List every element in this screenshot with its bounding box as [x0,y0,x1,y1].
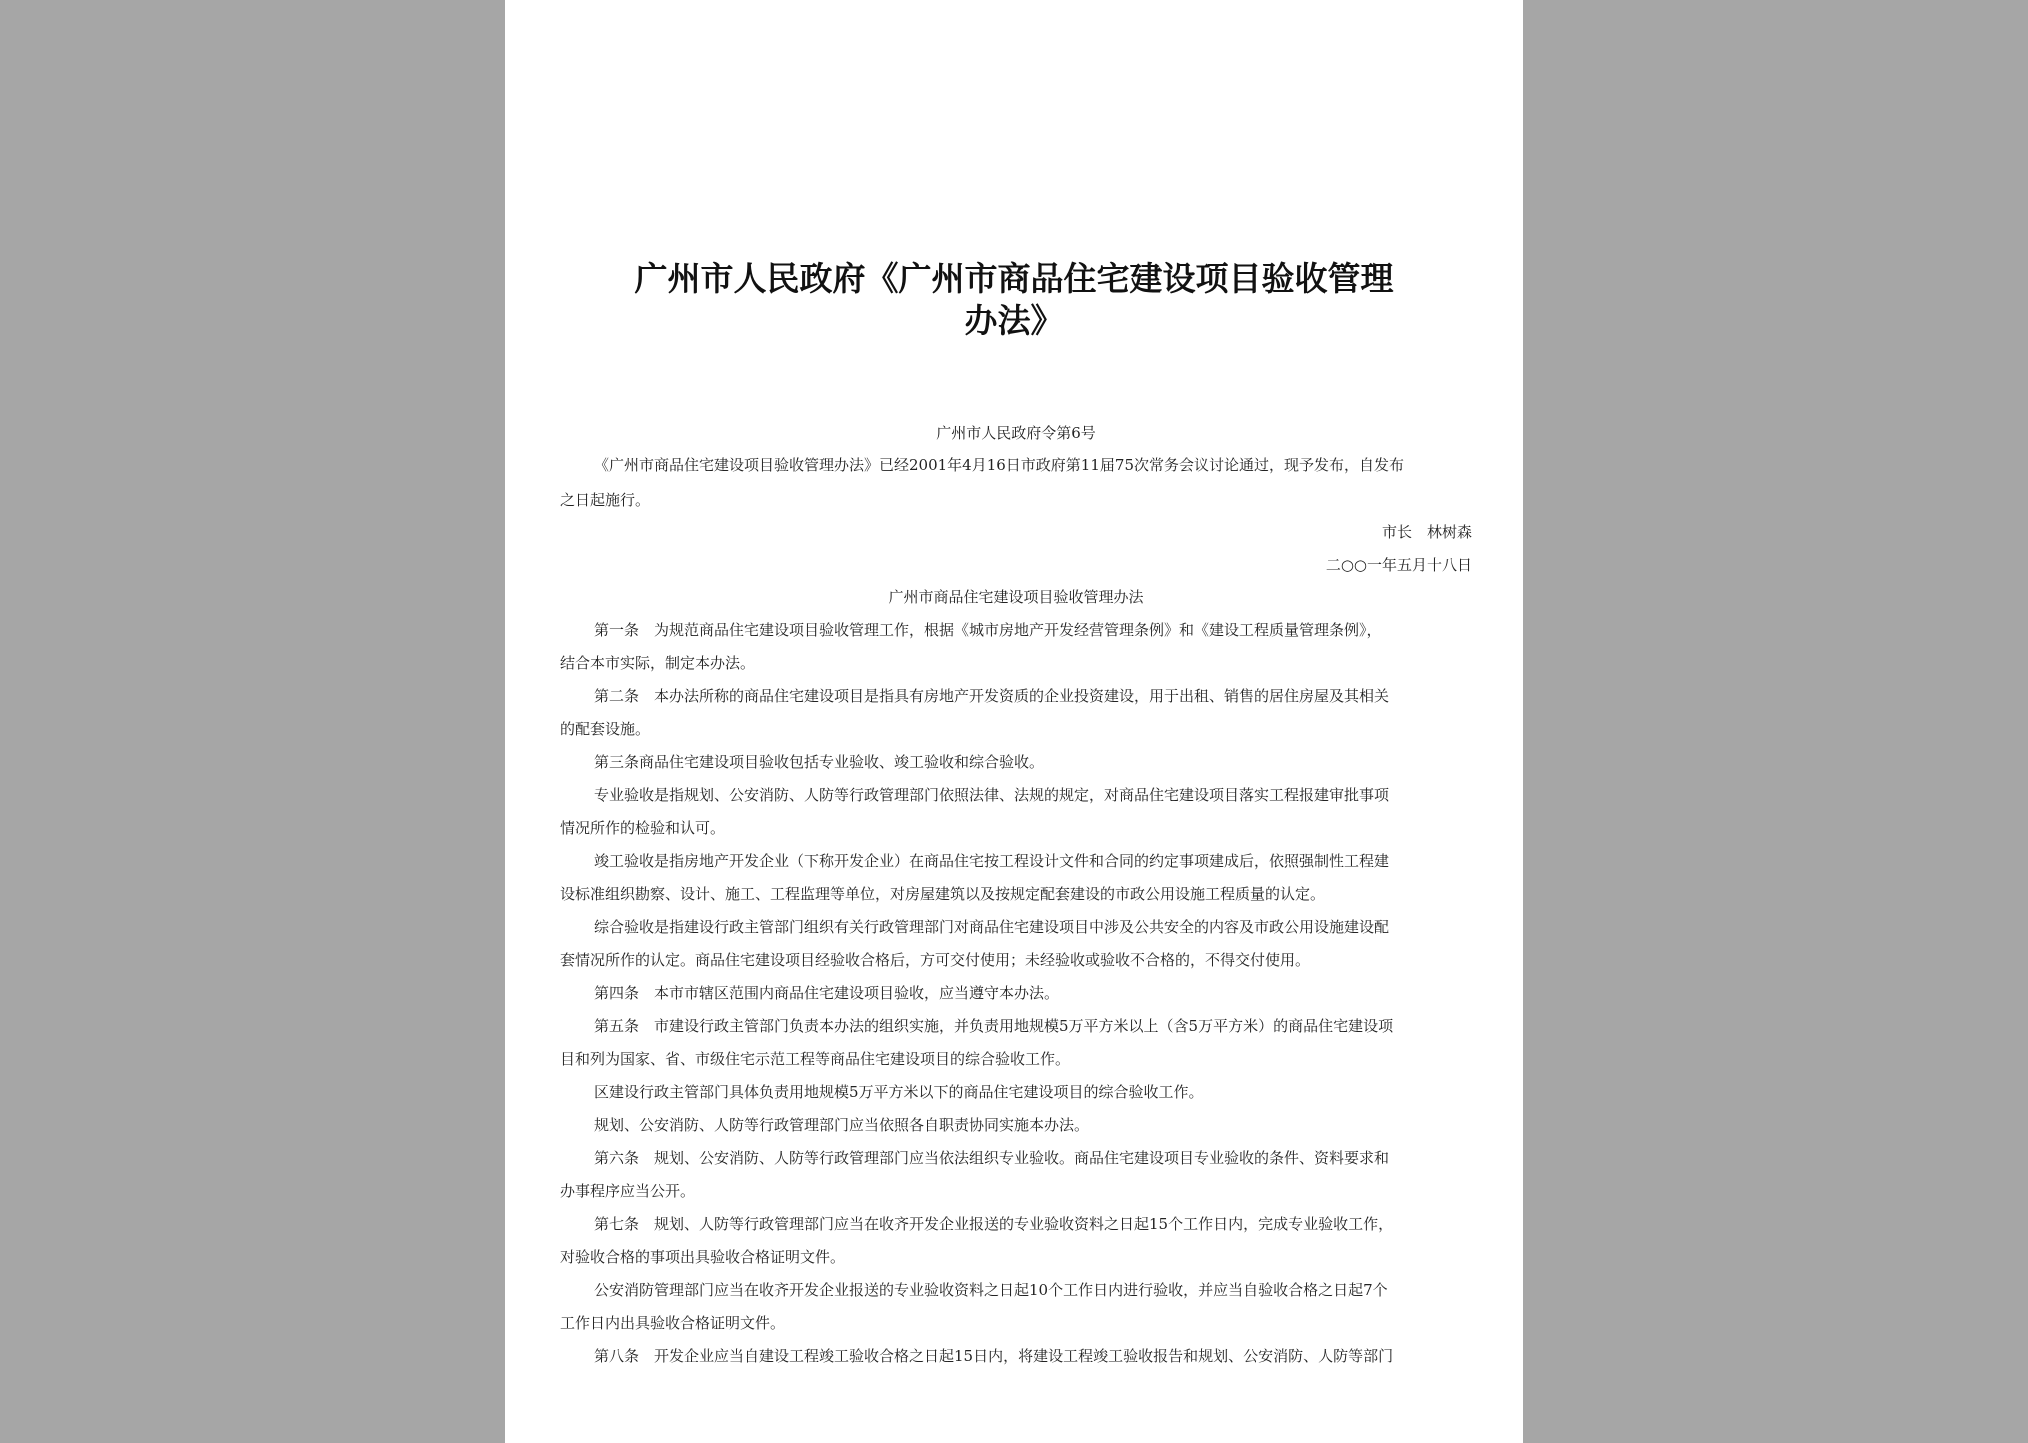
body-line: 设标准组织勘察、设计、施工、工程监理等单位，对房屋建筑以及按规定配套建设的市政公用设施工程质量的认定。 [560,885,1326,903]
body-line: 的配套设施。 [560,720,651,738]
body-line: 第六条 规划、公安消防、人防等行政管理部门应当依法组织专业验收。商品住宅建设项目专业验收的条件、资料要求和 [594,1149,1390,1167]
body-line: 第七条 规划、人防等行政管理部门应当在收齐开发企业报送的专业验收资料之日起15个工作日内，完成专业验收工作， [594,1215,1394,1233]
body-line: 对验收合格的事项出具验收合格证明文件。 [560,1248,846,1266]
body-line: 综合验收是指建设行政主管部门组织有关行政管理部门对商品住宅建设项目中涉及公共安全的内容及市政公用设施建设配 [594,918,1390,936]
body-line: 第一条 为规范商品住宅建设项目验收管理工作，根据《城市房地产开发经营管理条例》和《建设工程质量管理条例》， [594,621,1382,639]
body-line: 第三条商品住宅建设项目验收包括专业验收、竣工验收和综合验收。 [594,753,1045,771]
title-line-2: 办法》 [964,301,1064,340]
preamble-line-2: 之日起施行。 [560,491,651,509]
body-line: 第八条 开发企业应当自建设工程竣工验收合格之日起15日内，将建设工程竣工验收报告和规划、公安消防、人防等部门 [594,1347,1394,1365]
body-line: 专业验收是指规划、公安消防、人防等行政管理部门依照法律、法规的规定，对商品住宅建设项目落实工程报建审批事项 [594,786,1390,804]
body-line: 第二条 本办法所称的商品住宅建设项目是指具有房地产开发资质的企业投资建设，用于出租、销售的居住房屋及其相关 [594,687,1390,705]
issue-date: 二○○一年五月十八日 [1325,556,1472,574]
preamble-line-1: 《广州市商品住宅建设项目验收管理办法》已经2001年4月16日市政府第11届75次常务会议讨论通过，现予发布，自发布 [594,456,1404,474]
document-title [595,258,1433,342]
body-line: 规划、公安消防、人防等行政管理部门应当依照各自职责协同实施本办法。 [594,1116,1090,1134]
regulation-subtitle: 广州市商品住宅建设项目验收管理办法 [888,588,1144,606]
body-line: 第四条 本市市辖区范围内商品住宅建设项目验收，应当遵守本办法。 [594,984,1060,1002]
body-line: 公安消防管理部门应当在收齐开发企业报送的专业验收资料之日起10个工作日内进行验收，并应当自验收合格之日起7个 [594,1281,1388,1299]
body-line: 工作日内出具验收合格证明文件。 [560,1314,786,1332]
body-line: 套情况所作的认定。商品住宅建设项目经验收合格后，方可交付使用；未经验收或验收不合格的，不得交付使用。 [560,951,1311,969]
document-page [505,0,1523,1443]
body-line: 目和列为国家、省、市级住宅示范工程等商品住宅建设项目的综合验收工作。 [560,1050,1071,1068]
body-line: 第五条 市建设行政主管部门负责本办法的组织实施，并负责用地规模5万平方米以上（含5万平方米）的商品住宅建设项 [594,1017,1394,1035]
body-line: 情况所作的检验和认可。 [560,819,726,837]
signer: 市长 林树森 [1381,523,1472,541]
body-line: 办事程序应当公开。 [560,1182,696,1200]
body-line: 竣工验收是指房地产开发企业（下称开发企业）在商品住宅按工程设计文件和合同的约定事项建成后，依照强制性工程建 [594,852,1390,870]
order-number: 广州市人民政府令第6号 [936,424,1096,442]
title-line-1: 广州市人民政府《广州市商品住宅建设项目验收管理 [634,259,1394,298]
body-line: 结合本市实际，制定本办法。 [560,654,756,672]
body-line: 区建设行政主管部门具体负责用地规模5万平方米以下的商品住宅建设项目的综合验收工作。 [594,1083,1204,1101]
